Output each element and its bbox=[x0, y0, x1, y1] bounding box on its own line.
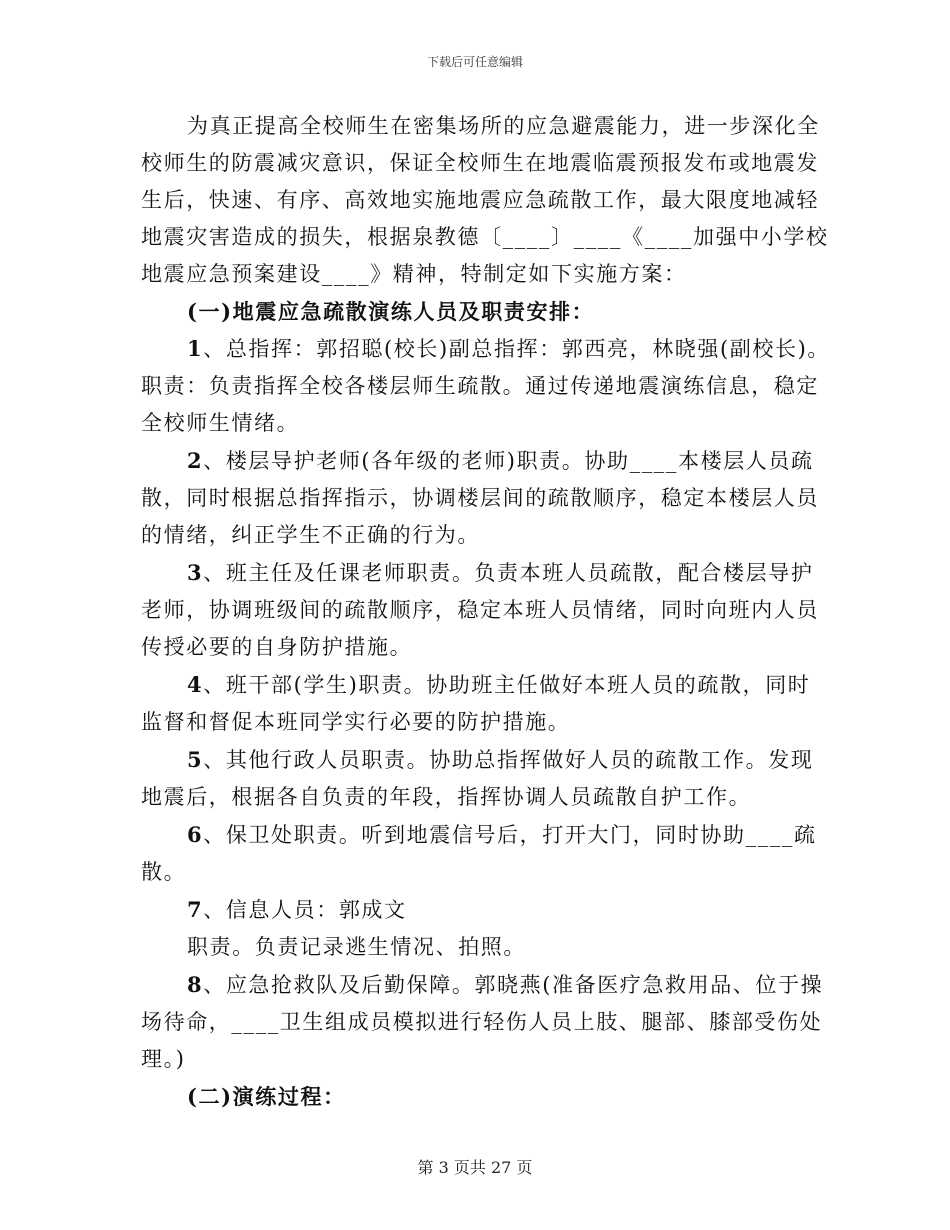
list-item-text: 、总指挥：郭招聪(校长)副总指挥：郭西亮，林晓强(副校长)。职责：负责指挥全校各楼层师生疏散。通过传递地震演练信息，稳定全校师生情绪。 bbox=[141, 337, 830, 435]
list-item-text: 、信息人员：郭成文 bbox=[203, 898, 407, 922]
page-number: 第 3 页共 27 页 bbox=[417, 1158, 533, 1177]
list-item-number: 7 bbox=[187, 897, 204, 922]
list-item-number: 6 bbox=[187, 822, 204, 847]
paragraph-text: 为真正提高全校师生在密集场所的应急避震能力，进一步深化全校师生的防震减灾意识，保证全校师生在地震临震预报发布或地震发生后，快速、有序、高效地实施地震应急疏散工作，最大限度地减轻地震灾害造成的损失，根据泉教德〔____〕____《____加强中小学校地震应急预案建设____》精神，特制定如下实施方案： bbox=[141, 114, 829, 286]
section-heading-text: (一)地震应急疏散演练人员及职责安排： bbox=[187, 299, 595, 324]
list-item bbox=[141, 554, 831, 666]
section-heading-1 bbox=[141, 293, 831, 330]
list-item bbox=[141, 966, 831, 1078]
list-item bbox=[141, 816, 831, 891]
list-item-number: 5 bbox=[187, 747, 204, 772]
list-item bbox=[141, 891, 831, 929]
list-item bbox=[141, 741, 831, 816]
paragraph-text: 职责。负责记录逃生情况、拍照。 bbox=[187, 935, 526, 959]
list-item-number: 8 bbox=[187, 972, 204, 997]
list-item-number: 1 bbox=[187, 336, 204, 361]
list-item-text: 、班干部(学生)职责。协助班主任做好本班人员的疏散，同时监督和督促本班同学实行必要的防护措施。 bbox=[141, 673, 811, 734]
document-body bbox=[141, 108, 831, 1115]
header-note: 下载后可任意编辑 bbox=[426, 55, 523, 69]
list-item-text: 、其他行政人员职责。协助总指挥做好人员的疏散工作。发现地震后，根据各自负责的年段，指挥协调人员疏散自护工作。 bbox=[141, 748, 814, 809]
list-item-text: 、班主任及任课老师职责。负责本班人员疏散，配合楼层导护老师，协调班级间的疏散顺序，稳定本班人员情绪，同时向班内人员传授必要的自身防护措施。 bbox=[141, 561, 819, 659]
list-item bbox=[141, 666, 831, 741]
list-item-continuation bbox=[141, 929, 831, 966]
section-heading-text: (二)演练过程： bbox=[187, 1084, 346, 1109]
list-item-number: 2 bbox=[187, 448, 204, 473]
list-item-number: 3 bbox=[187, 560, 204, 585]
list-item-number: 4 bbox=[187, 672, 204, 697]
list-item-text: 、保卫处职责。听到地震信号后，打开大门，同时协助____疏散。 bbox=[141, 823, 817, 884]
section-heading-2 bbox=[141, 1078, 831, 1115]
list-item bbox=[141, 442, 831, 554]
list-item-text: 、应急抢救队及后勤保障。郭晓燕(准备医疗急救用品、位于操场待命，____卫生组成员模拟进行轻伤人员上肢、腿部、膝部受伤处理。) bbox=[141, 973, 824, 1071]
list-item-text: 、楼层导护老师(各年级的老师)职责。协助____本楼层人员疏散，同时根据总指挥指示，协调楼层间的疏散顺序，稳定本楼层人员的情绪，纠正学生不正确的行为。 bbox=[141, 449, 819, 547]
intro-paragraph bbox=[141, 108, 831, 293]
list-item bbox=[141, 330, 831, 442]
